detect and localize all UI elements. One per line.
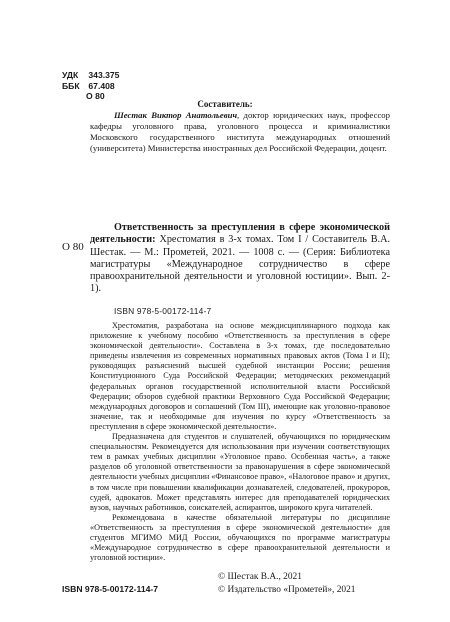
compiler-heading: Составитель: [197, 99, 253, 109]
abstract [90, 321, 390, 563]
compiler-block [90, 110, 390, 154]
abstract-paragraph: Рекомендована в качестве обязательной литературы по дисциплине «Ответственность за преступления в сфере экономической деятельности» для студентов МГИМО МИД России, обучающихся по программе магистратуры «Международное сотрудничество в сфере правоохранительной деятельности и уголовной юстиции». [90, 512, 390, 563]
isbn-bottom: ISBN 978-5-00172-114-7 [62, 584, 159, 594]
copyright-publisher: © Издательство «Прометей», 2021 [218, 584, 356, 595]
abstract-paragraph: Предназначена для студентов и слушателей, обучающихся по юридическим специальностям. Рекомендуется для использования при изучении соответствующих тем в рамках учебных дисциплин «Уголовное право. Особенная часть», а также разделов об уголовной ответственности за правонарушения в сфере экономической деятельности учебных дисциплин «Финансовое право», «Налоговое право» и других, в том числе при повышении квалификации дознавателей, следователей, прокуроров, судей, адвокатов. Может представлять интерес для преподавателей юридических вузов, научных работников, соискателей, аспирантов, широкого круга читателей. [90, 432, 390, 512]
abstract-paragraph: Хрестоматия, разработана на основе междисциплинарного подхода как приложение к учебному пособию «Ответственность за преступления в сфере экономической деятельности». Составлена в 3-х томах, где последовательно приведены извлечения из современных нормативных правовых актов (Тома I и II); руководящих разъяснений высшей судебной инстанции России; решения Конституционного Суда Российской Федерации; методических рекомендаций федеральных органов государственной исполнительной власти Российской Федерации; обзоров судебной практики Верховного Суда Российской Федерации; международных договоров и соглашений (Том III), имеющие как уголовно-правовое значение, так и необходимые для изучения по курсу «Ответственность за преступления в сфере экономической деятельности». [90, 321, 390, 431]
udk-line [62, 70, 119, 81]
compiler-description: , доктор юридических наук, профессор кафедры уголовного права, уголовного процесса и криминалистики Московского государственного института международных отношений (университета) Министерства иностранных дел Российской Федерации, доцент. [90, 110, 390, 153]
isbn-catalog: ISBN 978-5-00172-114-7 [114, 306, 212, 316]
catalog-author-mark: О 80 [62, 241, 84, 253]
bbk-label: ББК [62, 80, 80, 91]
catalog-description: Хрестоматия в 3-х томах. Том I / Составитель В.А. Шестак. — М.: Прометей, 2021. — 1008 с. — (Серия: Библиотека магистратуры «Международное сотрудничество в сфере правоохранительной деятельности и уголовной юстиции». Вып. 2-1). [90, 234, 390, 295]
copyright-author: © Шестак В.А., 2021 [218, 572, 302, 582]
bbk-value: 67.408 [88, 80, 115, 91]
catalog-title: Ответственность за преступления в сфере экономической деятельности: [90, 222, 390, 246]
bbk-line [62, 81, 119, 92]
udk-label: УДК [62, 70, 79, 80]
compiler-name: Шестак Виктор Анатольевич [114, 110, 238, 120]
author-mark-code: О 80 [86, 91, 105, 101]
udk-value: 343.375 [88, 70, 120, 80]
classification-codes [62, 70, 119, 102]
copyright-block [218, 571, 355, 596]
catalog-record [90, 222, 390, 296]
